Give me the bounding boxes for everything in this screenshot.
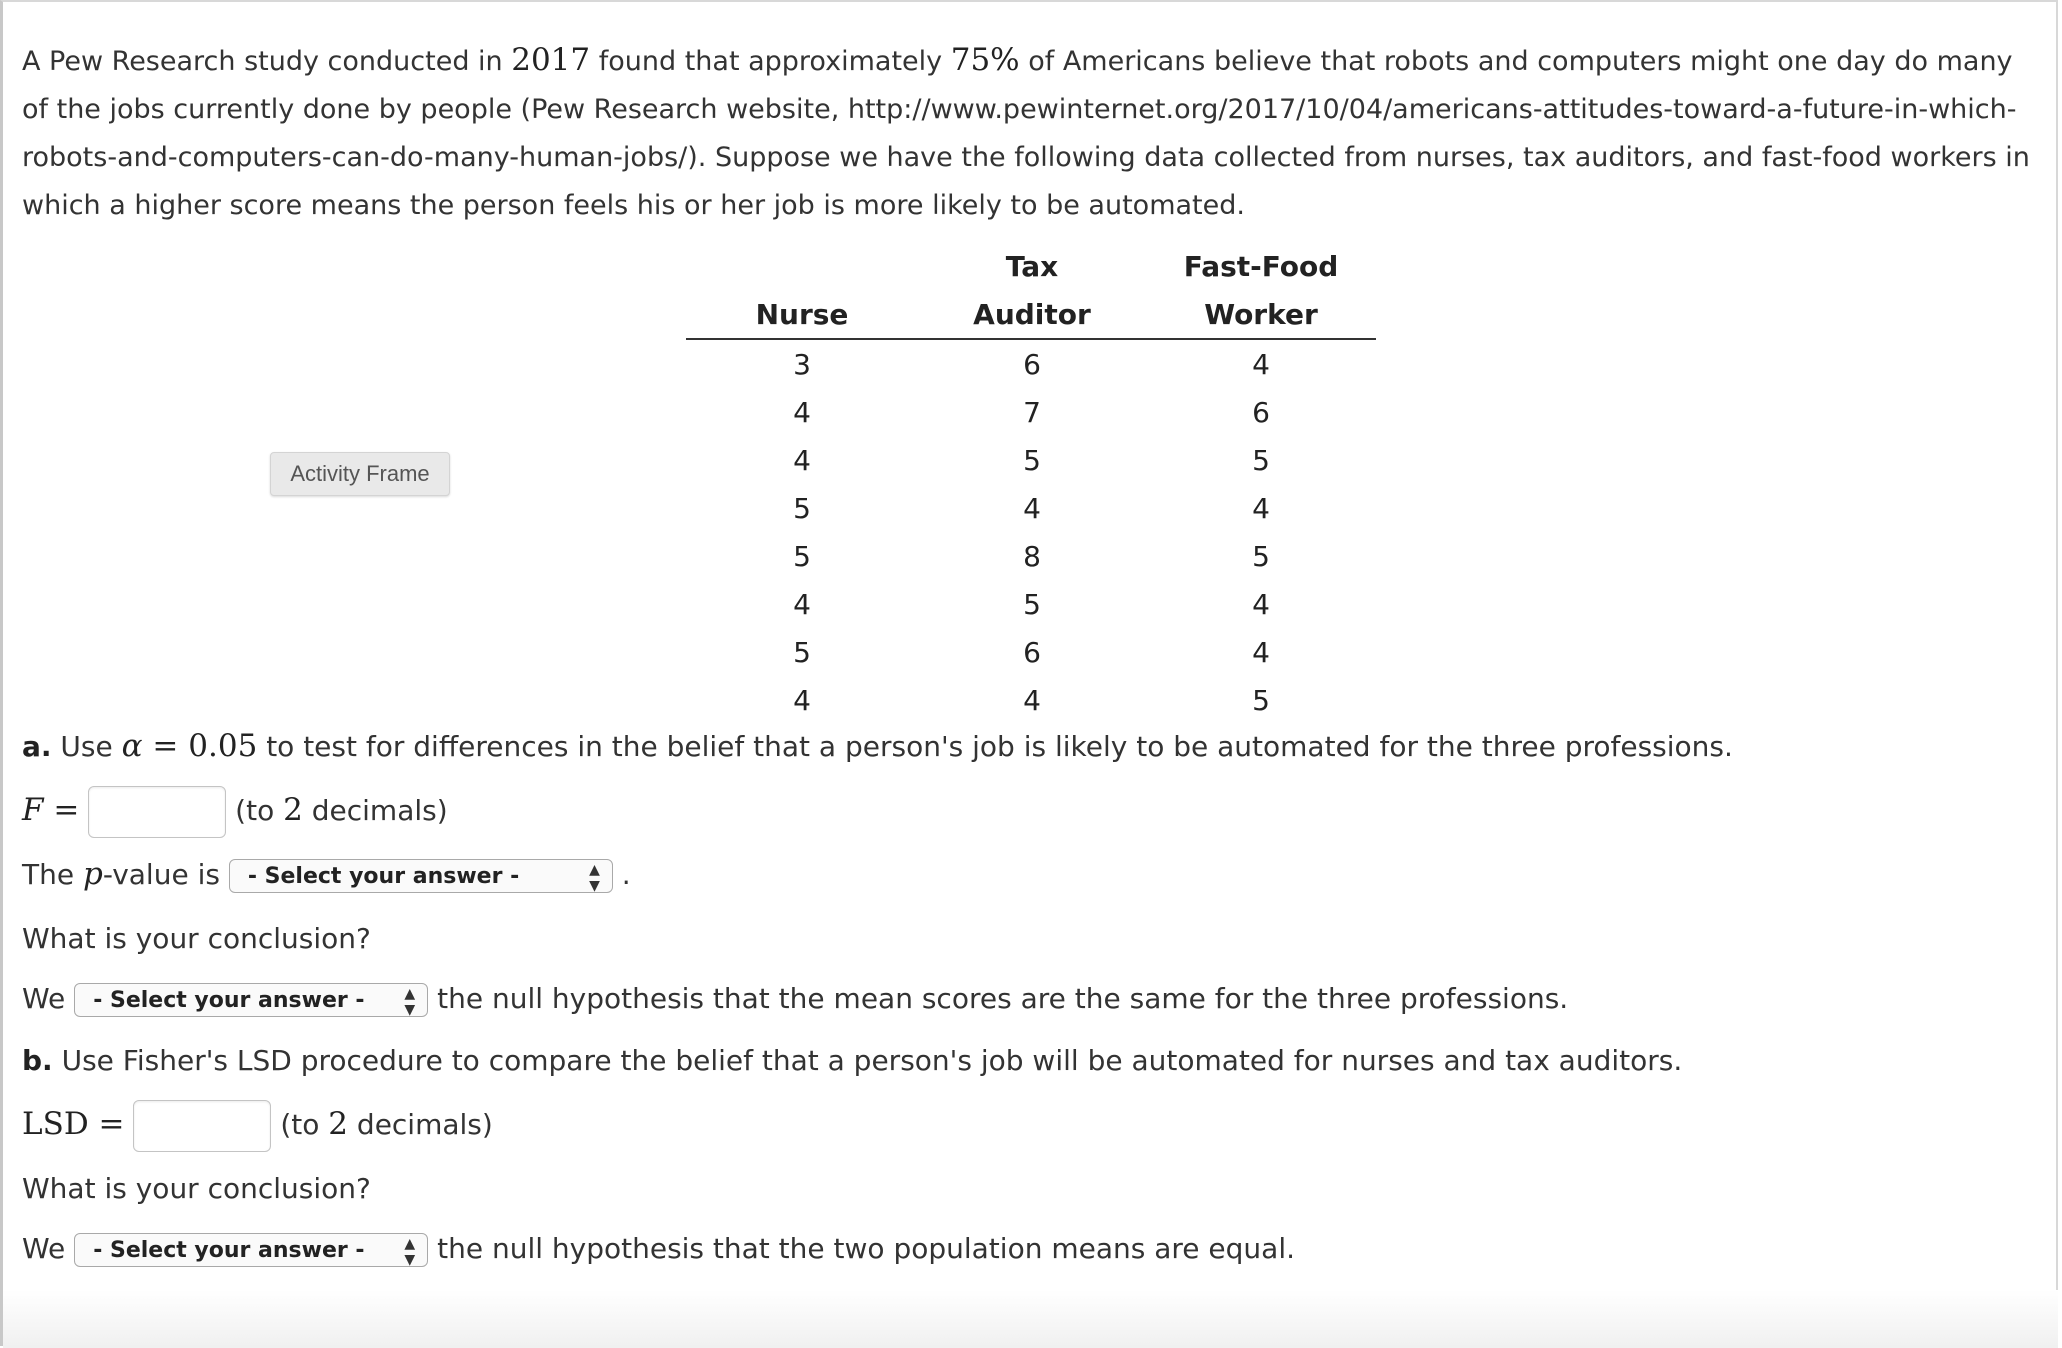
part-a-label: a. — [22, 730, 52, 763]
cell-nurse: 4 — [793, 443, 811, 477]
select-arrows-icon: ▲ ▼ — [589, 862, 600, 894]
cell-tax-auditor: 6 — [1023, 347, 1041, 381]
part-a-text-2: to test for differences in the belief that a person's job is likely to be automated for the three professions. — [257, 730, 1733, 763]
cell-fastfood: 4 — [1252, 587, 1270, 621]
header-nurse: Nurse — [686, 290, 918, 339]
header-top-fastfood: Fast-Food — [1183, 249, 1339, 283]
cell-tax-auditor: 4 — [1023, 491, 1041, 525]
f-label: F — [22, 792, 44, 828]
header-top-nurse — [686, 242, 918, 290]
cell-tax-auditor: 5 — [1023, 587, 1041, 621]
cell-fastfood: 6 — [1252, 395, 1270, 429]
part-b-conclusion-row — [22, 1232, 1295, 1267]
part-b-conclusion-select[interactable] — [74, 1233, 428, 1267]
f-equals: = — [43, 792, 80, 828]
cell-nurse: 4 — [793, 683, 811, 717]
lsd-hint-post: decimals) — [348, 1108, 493, 1141]
pvalue-select-value: - Select your answer - — [247, 864, 520, 889]
part-a-conclusion-row — [22, 982, 1568, 1017]
header-worker: Worker — [1146, 290, 1376, 339]
alpha-value: 0.05 — [188, 728, 258, 764]
cell-nurse: 5 — [793, 539, 811, 573]
cell-fastfood: 5 — [1252, 539, 1270, 573]
cell-tax-auditor: 4 — [1023, 683, 1041, 717]
problem-content — [22, 36, 2032, 230]
table-row — [686, 339, 1376, 388]
intro-paragraph — [22, 36, 2032, 230]
cell-nurse: 4 — [793, 587, 811, 621]
cell-fastfood: 5 — [1252, 443, 1270, 477]
part-b-conclusion-text: the null hypothesis that the two population means are equal. — [437, 1232, 1296, 1265]
header-auditor: Auditor — [918, 290, 1146, 339]
cell-fastfood: 4 — [1252, 491, 1270, 525]
part-a-conclusion-select[interactable] — [74, 983, 428, 1017]
table-row — [686, 484, 1376, 532]
cell-fastfood: 4 — [1252, 635, 1270, 669]
pvalue-text-post: -value is — [102, 858, 220, 891]
lsd-hint-num: 2 — [328, 1106, 349, 1142]
cell-nurse: 4 — [793, 395, 811, 429]
table-row — [686, 580, 1376, 628]
cell-tax-auditor: 8 — [1023, 539, 1041, 573]
cell-tax-auditor: 5 — [1023, 443, 1041, 477]
part-a-question — [22, 728, 1733, 764]
f-statistic-row — [22, 786, 448, 838]
table-row — [686, 628, 1376, 676]
cell-fastfood: 4 — [1252, 347, 1270, 381]
lsd-hint-pre: (to — [280, 1108, 329, 1141]
pvalue-p: p — [82, 856, 103, 892]
part-b-question — [22, 1044, 1682, 1077]
part-b-label: b. — [22, 1044, 53, 1077]
f-hint-pre: (to — [235, 794, 284, 827]
alpha-equals: = — [142, 728, 189, 764]
intro-percent: 75% — [950, 42, 1020, 78]
f-hint-num: 2 — [283, 792, 303, 828]
bottom-shade — [3, 1290, 2058, 1348]
select-arrows-icon: ▲ ▼ — [404, 986, 416, 1018]
f-hint-post: decimals) — [302, 794, 448, 827]
table-header-bottom — [686, 290, 1376, 339]
part-b-conclusion-question: What is your conclusion? — [22, 1172, 371, 1205]
table-header-top — [686, 242, 1376, 290]
cell-tax-auditor: 6 — [1023, 635, 1041, 669]
lsd-label: LSD — [22, 1106, 89, 1142]
intro-text-3: of Americans believe that robots and computers might one day do many of the jobs currently done by people (Pew Research website, http://www.pewinternet.org/2017/10/04/americans-attitudes-toward-a-future-in-which-robots-and-computers-can-do-many-human-jobs/). Suppose we have the following data collected from nurses, tax auditors, and fast-food workers in which a higher score means the person feels his or her job is more likely to be automated. — [22, 46, 2030, 221]
pvalue-select[interactable] — [229, 859, 613, 893]
f-input[interactable] — [88, 786, 226, 838]
p-value-row — [22, 856, 631, 893]
header-top-tax: Tax — [1005, 249, 1059, 283]
table-row — [686, 436, 1376, 484]
cell-tax-auditor: 7 — [1023, 395, 1041, 429]
activity-frame-button[interactable]: Activity Frame — [270, 452, 450, 496]
intro-text-2: found that approximately — [590, 46, 951, 77]
part-a-text-1: Use — [51, 730, 122, 763]
table-row — [686, 388, 1376, 436]
we-label: We — [22, 1232, 66, 1265]
cell-nurse: 5 — [793, 635, 811, 669]
data-table — [686, 242, 1376, 724]
cell-nurse: 5 — [793, 491, 811, 525]
conclusion-select-value: - Select your answer - — [93, 988, 365, 1013]
cell-nurse: 3 — [793, 347, 811, 381]
table-row — [686, 532, 1376, 580]
intro-text-1: A Pew Research study conducted in — [22, 46, 512, 77]
part-a-conclusion-text: the null hypothesis that the mean scores are the same for the three professions. — [437, 982, 1569, 1015]
lsd-equals: = — [88, 1106, 125, 1142]
conclusion-select-value: - Select your answer - — [93, 1238, 365, 1263]
lsd-row — [22, 1100, 493, 1152]
cell-fastfood: 5 — [1252, 683, 1270, 717]
pvalue-text-pre: The — [22, 858, 83, 891]
pvalue-period: . — [621, 858, 631, 891]
part-b-text: Use Fisher's LSD procedure to compare the belief that a person's job will be automated for nurses and tax auditors. — [52, 1044, 1683, 1077]
we-label: We — [22, 982, 66, 1015]
table-row — [686, 676, 1376, 724]
lsd-input[interactable] — [133, 1100, 271, 1152]
part-a-conclusion-question: What is your conclusion? — [22, 922, 371, 955]
select-arrows-icon: ▲ ▼ — [404, 1236, 416, 1268]
alpha-symbol: α — [121, 728, 143, 764]
intro-year: 2017 — [511, 42, 591, 78]
